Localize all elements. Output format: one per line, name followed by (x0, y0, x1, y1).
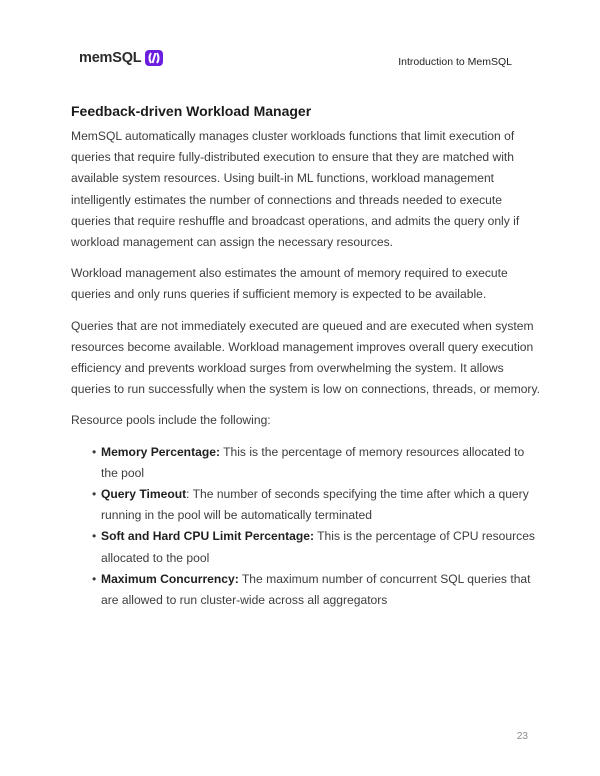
logo-text: memSQL (79, 50, 142, 66)
list-item (93, 569, 541, 611)
resource-pools-list (71, 442, 541, 612)
paragraph-queuing: Queries that are not immediately executed are queued and are executed when system resources become available. Workload management improves overall query execution efficiency and prevents workload surges from overwhelming the system. It allows queries to run successfully when the system is low on connections, threads, or memory. (71, 318, 540, 397)
list-item-text: The maximum number of concurrent SQL queries that are allowed to run cluster-wide across all aggregators (101, 571, 531, 608)
list-item-term: Memory Percentage: (101, 444, 220, 459)
bullet-icon: • (92, 444, 97, 459)
list-item-term: Maximum Concurrency: (101, 571, 239, 586)
list-item (93, 442, 541, 484)
paragraph-pools-intro: Resource pools include the following: (71, 413, 271, 428)
paragraph-memory: Workload management also estimates the amount of memory required to execute queries and only runs queries if sufficient memory is expected to be available. (71, 266, 508, 302)
list-item-text: This is the percentage of memory resources allocated to the pool (101, 444, 525, 480)
list-item (93, 526, 541, 568)
list-item (93, 484, 541, 526)
paragraph-intro: MemSQL automatically manages cluster workloads functions that limit execution of queries that require fully-distributed execution to ensure that they are matched with available system resources. Using built-in ML functions, workload management intelligently estimates the number of connections and threads needed to execute queries that require reshuffle and broadcast operations, and admits the query only if workload management can assign the necessary resources. (71, 129, 520, 250)
document-content (71, 102, 541, 611)
list-item-text: This is the percentage of CPU resources allocated to the pool (101, 529, 535, 565)
bullet-icon: • (92, 487, 97, 502)
page-number: 23 (516, 731, 528, 742)
bullet-icon: • (92, 529, 97, 544)
memsql-logo (79, 50, 163, 66)
running-title: Introduction to MemSQL (398, 56, 512, 68)
list-item-text: : The number of seconds specifying the time after which a query running in the pool will be automatically terminated (101, 487, 529, 523)
list-item-term: Soft and Hard CPU Limit Percentage: (101, 529, 315, 544)
page-header (0, 0, 600, 90)
section-title: Feedback-driven Workload Manager (71, 103, 312, 119)
bullet-icon: • (92, 571, 97, 586)
memsql-logo-mark-icon (145, 50, 163, 66)
list-item-term: Query Timeout (101, 487, 187, 502)
